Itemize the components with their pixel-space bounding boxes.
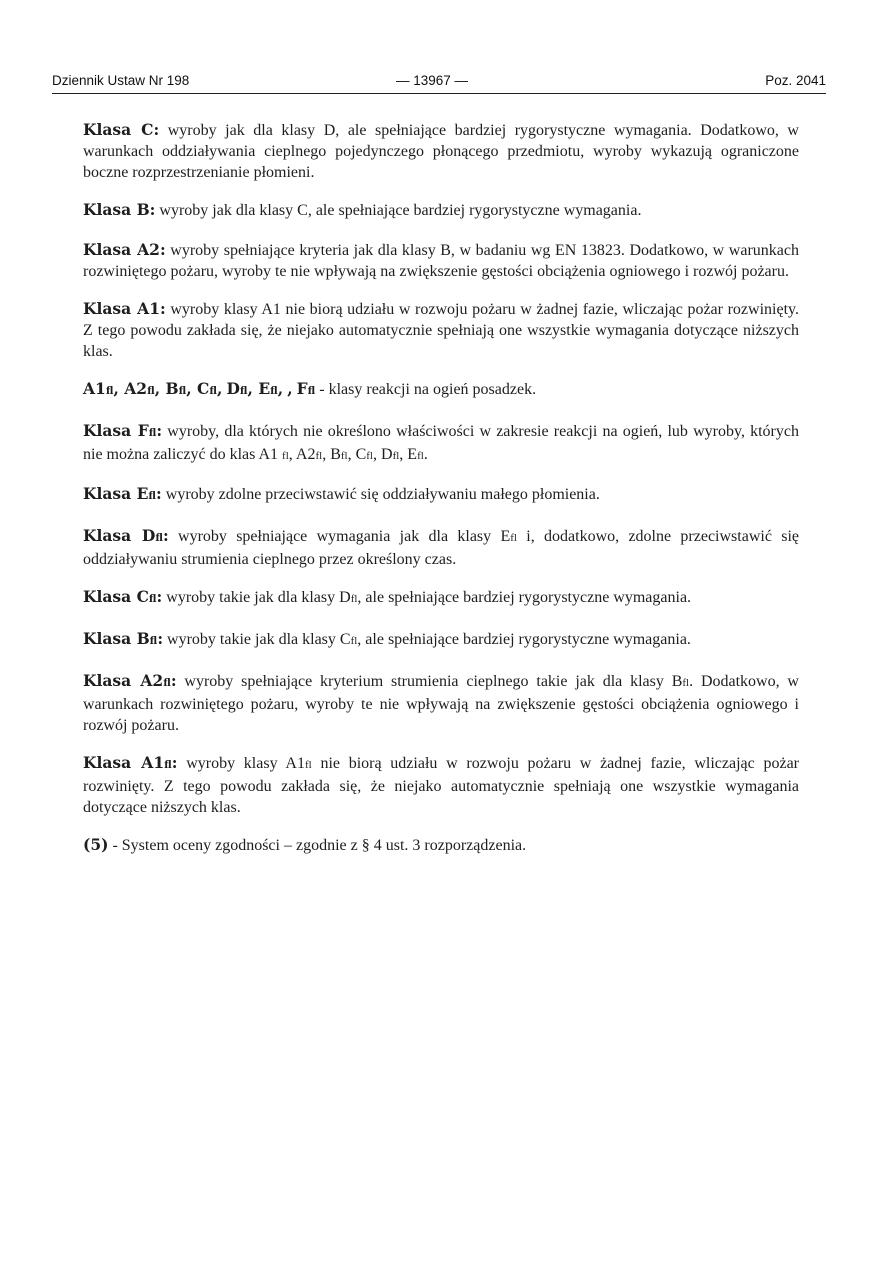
subscript-fl: fl (209, 385, 218, 397)
paragraph-note-5 (83, 834, 799, 856)
floor-class-d: D (226, 379, 240, 398)
subscript-fl: fl (178, 385, 187, 397)
paragraph-class-cfl (83, 586, 799, 610)
separator: , (247, 379, 259, 398)
class-label: Klasa B: (83, 200, 156, 219)
floor-class-f: F (296, 379, 308, 398)
position-number: Poz. 2041 (765, 73, 826, 88)
subscript-fl: fl (417, 450, 424, 462)
class-label: Klasa A2 (83, 671, 164, 690)
label-colon: : (156, 484, 162, 503)
subscript-fl: fl (148, 490, 157, 502)
paragraph-class-a2fl (83, 670, 799, 736)
class-label: Klasa D (83, 526, 156, 545)
label-colon: : (156, 587, 163, 606)
subscript-fl: fl (315, 450, 323, 462)
subscript-fl: fl (149, 635, 158, 647)
page-header (52, 70, 826, 94)
paragraph-text: wyroby takie jak dla klasy D (162, 589, 351, 606)
class-ref: , A2 (288, 446, 316, 463)
label-colon: : (157, 629, 164, 648)
subscript-fl: fl (155, 532, 163, 544)
class-ref: , B (322, 446, 341, 463)
paragraph-text: wyroby jak dla klasy D, ale spełniające bardziej rygorystyczne wymagania. Dodatkowo, w warunkach oddziaływania cieplnego pojedynczego płonącego przedmiotu, wyroby wykazują ograniczone boczne rozprzestrzenianie płomieni. (83, 122, 799, 181)
label-colon: : (162, 526, 169, 545)
separator: , (113, 379, 125, 398)
paragraph-text: wyroby spełniające kryterium strumienia cieplnego takie jak dla klasy B (176, 673, 683, 690)
floor-class-a1: A1 (83, 379, 106, 398)
paragraph-class-c (83, 119, 799, 183)
class-label: Klasa C: (83, 120, 160, 139)
class-ref: , C (347, 446, 367, 463)
note-label: (5) (83, 835, 109, 854)
separator: , (287, 379, 293, 398)
paragraph-text: , ale spełniające bardziej rygorystyczne wymagania. (357, 631, 691, 648)
subscript-fl: fl (366, 450, 373, 462)
class-label: Klasa E (83, 484, 149, 503)
header-rule (52, 93, 826, 94)
subscript-fl: fl (147, 385, 155, 397)
subscript-fl: fl (510, 532, 517, 544)
subscript-fl: fl (148, 593, 157, 605)
subscript-fl: fl (164, 759, 172, 771)
subscript-fl: fl (307, 385, 316, 397)
floor-class-e: E (258, 379, 271, 398)
floor-class-c: C (197, 379, 210, 398)
class-label: Klasa A2: (83, 240, 166, 259)
label-colon: : (156, 421, 163, 440)
paragraph-text: wyroby jak dla klasy C, ale spełniające bardziej rygorystyczne wymagania. (155, 202, 642, 219)
class-label: Klasa B (83, 629, 150, 648)
paragraph-floor-classes (83, 378, 799, 402)
label-colon: : (171, 753, 178, 772)
subscript-fl: fl (105, 385, 114, 397)
paragraph-text: wyroby klasy A1 nie biorą udziału w rozwoju pożaru w żadnej fazie, wliczając pożar rozwinięty. Z tego powodu zakłada się, że niejako automatycznie spełniają one wszystkie wymagania dotyczące niższych klas. (83, 301, 799, 360)
paragraph-text: wyroby spełniające kryteria jak dla klasy B, w badaniu wg EN 13823. Dodatkowo, w warunkach rozwiniętego pożaru, wyroby te nie wpływają na zwiększenie gęstości obciążenia ogniowego i rozwój pożaru. (83, 242, 799, 280)
floor-class-b: B (165, 379, 179, 398)
separator: , (154, 379, 166, 398)
period: . (423, 446, 428, 463)
class-label: Klasa A1: (83, 299, 166, 318)
separator: , (186, 379, 198, 398)
paragraph-text: wyroby, dla których nie określono właściwości w zakresie reakcji na ogień, lub wyroby, których nie można zaliczyć do klas A1 (83, 423, 799, 463)
class-label: Klasa A1 (83, 753, 165, 772)
paragraph-class-bfl (83, 628, 799, 652)
paragraph-text: wyroby zdolne przeciwstawić się oddziaływaniu małego płomienia. (161, 486, 600, 503)
subscript-fl: fl (163, 677, 171, 689)
label-colon: : (170, 671, 177, 690)
document-body (83, 119, 799, 872)
paragraph-class-b (83, 199, 799, 221)
class-label: Klasa F (83, 421, 149, 440)
paragraph-text: - klasy reakcji na ogień posadzek. (315, 381, 537, 398)
separator: , (277, 379, 284, 398)
paragraph-class-ffl (83, 420, 799, 467)
paragraph-text: wyroby spełniające wymagania jak dla klasy E (168, 528, 511, 545)
subscript-fl: fl (682, 677, 690, 689)
paragraph-text: wyroby takie jak dla klasy C (163, 631, 351, 648)
journal-title: Dziennik Ustaw Nr 198 (52, 73, 190, 88)
paragraph-text: wyroby klasy A1 (177, 755, 305, 772)
paragraph-text: , ale spełniające bardziej rygorystyczne wymagania. (357, 589, 692, 606)
paragraph-text: - System oceny zgodności – zgodnie z § 4 ust. 3 rozporządzenia. (108, 837, 527, 854)
separator: , (217, 379, 223, 398)
subscript-fl: fl (340, 450, 348, 462)
class-ref: , D (373, 446, 393, 463)
subscript-fl: fl (282, 450, 289, 462)
paragraph-text: . Dodatkowo, w warunkach rozwiniętego pożaru, wyroby te nie wpływają na zwiększenie gęstości obciążenia ogniowego i rozwój pożaru. (83, 673, 799, 734)
paragraph-class-a2 (83, 239, 799, 282)
class-label: Klasa C (83, 587, 149, 606)
paragraph-class-dfl (83, 525, 799, 570)
page-number: — 13967 — (396, 73, 469, 88)
subscript-fl: fl (148, 427, 157, 439)
subscript-fl: fl (304, 759, 312, 771)
class-ref: , E (399, 446, 418, 463)
subscript-fl: fl (350, 635, 358, 647)
subscript-fl: fl (239, 385, 248, 397)
subscript-fl: fl (392, 450, 400, 462)
paragraph-class-a1fl (83, 752, 799, 818)
paragraph-class-a1 (83, 298, 799, 362)
subscript-fl: fl (350, 593, 358, 605)
paragraph-class-efl (83, 483, 799, 507)
paragraph-text: i, dodatkowo, zdolne przeciwstawić się oddziaływaniu strumienia cieplnego przez określony czas. (83, 528, 800, 568)
floor-class-a2: A2 (124, 379, 148, 398)
paragraph-text: nie biorą udziału w rozwoju pożaru w żadnej fazie, wliczając pożar rozwinięty. Z tego powodu zakłada się, że niejako automatycznie spełniają one wszystkie wymagania dotyczące niższych klas. (83, 755, 800, 816)
subscript-fl: fl (270, 385, 278, 397)
